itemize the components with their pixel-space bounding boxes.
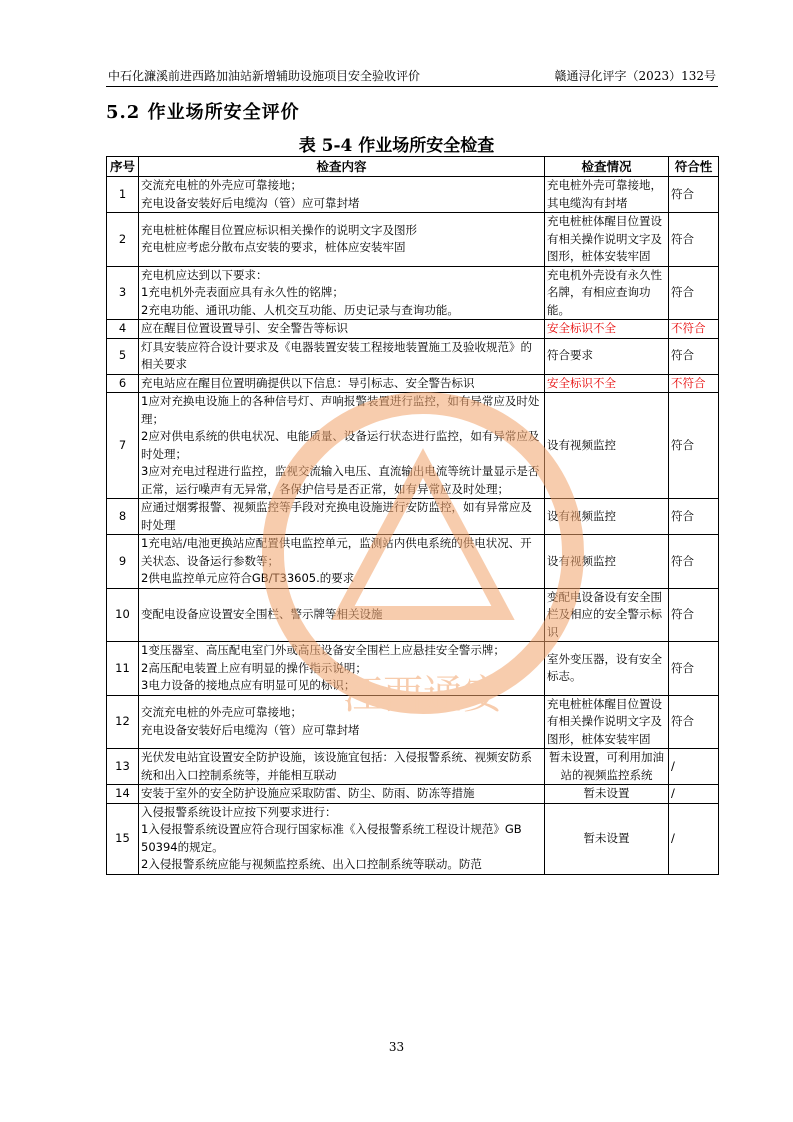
check-content <box>139 535 545 589</box>
row-number: 2 <box>107 213 139 267</box>
check-content-line: 2高压配电装置上应有明显的操作指示说明； <box>141 660 367 675</box>
check-content-line: 2入侵报警系统应能与视频监控系统、出入口控制系统等联动。防范 <box>141 857 482 871</box>
check-content-line: 入侵报警系统设计应按下列要求进行： <box>141 804 337 819</box>
check-content-line: 安装于室外的安全防护设施应采取防雷、防尘、防雨、防冻等措施 <box>141 786 475 800</box>
header-project-title: 中石化濂溪前进西路加油站新增辅助设施项目安全验收评价 <box>108 69 421 83</box>
check-status: 设有视频监控 <box>545 393 669 499</box>
row-number: 9 <box>107 535 139 589</box>
check-content-line: 充电桩应考虑分散布点安装的要求，桩体应安装牢固 <box>141 240 406 255</box>
section-title: 5.2 作业场所安全评价 <box>106 102 300 123</box>
conformity: / <box>669 749 719 785</box>
check-content-line: 1变压器室、高压配电室门外或高压设备安全围栏上应悬挂安全警示牌； <box>141 643 505 657</box>
table-row <box>107 393 719 499</box>
table-row <box>107 588 719 642</box>
check-content-line: 充电设备安装好后电缆沟（管）应可靠封堵 <box>141 195 360 210</box>
check-content-line: 应通过烟雾报警、视频监控等手段对充换电设施进行安防监控，如有异常应及时处理 <box>141 500 532 532</box>
check-status: 充电桩桩体醒目位置设有相关操作说明文字及图形，桩体安装牢固 <box>545 695 669 749</box>
check-status: 符合要求 <box>545 338 669 374</box>
row-number: 15 <box>107 803 139 874</box>
conformity: 符合 <box>669 499 719 535</box>
table-row <box>107 499 719 535</box>
row-number: 4 <box>107 320 139 339</box>
table-row <box>107 749 719 785</box>
check-status: 充电桩外壳可靠接地，其电缆沟有封堵 <box>545 177 669 213</box>
row-number: 8 <box>107 499 139 535</box>
page-number: 33 <box>388 1040 405 1054</box>
conformity: / <box>669 785 719 804</box>
check-content-line: 交流充电桩的外壳应可靠接地； <box>141 178 302 192</box>
table-row <box>107 266 719 320</box>
check-content-line: 变配电设备应设置安全围栏、警示牌等相关设施 <box>141 607 383 621</box>
row-number: 3 <box>107 266 139 320</box>
check-content <box>139 177 545 213</box>
check-content-line: 2供电监控单元应符合GB/T33605.的要求 <box>141 571 355 585</box>
check-content-line: 交流充电桩的外壳应可靠接地； <box>141 705 302 720</box>
check-content <box>139 749 545 785</box>
table-header-row <box>107 157 719 177</box>
table-row <box>107 374 719 393</box>
table-row <box>107 695 719 749</box>
check-content-line: 光伏发电站宜设置安全防护设施，该设施宜包括：入侵报警系统、视频安防系统和出入口控制系统等，并能相互联动 <box>141 750 532 782</box>
conformity: 符合 <box>669 266 719 320</box>
row-number: 5 <box>107 338 139 374</box>
table-row <box>107 535 719 589</box>
conformity: 符合 <box>669 695 719 749</box>
conformity: 符合 <box>669 213 719 267</box>
column-header-status: 检查情况 <box>545 157 669 177</box>
check-content <box>139 266 545 320</box>
table-row <box>107 177 719 213</box>
check-content-line: 3电力设备的接地点应有明显可见的标识； <box>141 678 356 692</box>
check-content <box>139 803 545 874</box>
check-content-line: 充电站应在醒目位置明确提供以下信息：导引标志、安全警告标识 <box>141 375 475 390</box>
table-row <box>107 642 719 696</box>
check-status: 安全标识不全 <box>545 320 669 339</box>
check-content-line: 灯具安装应符合设计要求及《电器装置安装工程接地装置施工及验收规范》的相关要求 <box>141 339 532 371</box>
check-content-line: 充电桩桩体醒目位置应标识相关操作的说明文字及图形 <box>141 222 417 237</box>
safety-check-table <box>106 156 719 875</box>
header-document-number: 赣通浔化评字（2023）132号 <box>554 69 716 83</box>
row-number: 1 <box>107 177 139 213</box>
stamp-text: 江西通安 <box>343 672 503 718</box>
table-row <box>107 803 719 874</box>
conformity: 不符合 <box>669 374 719 393</box>
check-content <box>139 588 545 642</box>
row-number: 11 <box>107 642 139 696</box>
check-status: 暂未设置，可利用加油站的视频监控系统 <box>545 749 669 785</box>
check-status: 设有视频监控 <box>545 535 669 589</box>
conformity: / <box>669 803 719 874</box>
column-header-no: 序号 <box>107 157 139 177</box>
check-content-line: 1应对充换电设施上的各种信号灯、声响报警装置进行监控，如有异常应及时处理； <box>141 394 540 426</box>
conformity: 符合 <box>669 177 719 213</box>
check-content <box>139 320 545 339</box>
row-number: 14 <box>107 785 139 804</box>
check-status: 安全标识不全 <box>545 374 669 393</box>
conformity: 不符合 <box>669 320 719 339</box>
check-content-line: 2充电功能、通讯功能、人机交互功能、历史记录与查询功能。 <box>141 302 459 317</box>
check-content-line: 3应对充电过程进行监控，监视交流输入电压、直流输出电流等统计量显示是否正常，运行噪声有无异常，各保护信号是否正常，如有异常应及时处理； <box>141 464 540 496</box>
check-content-line: 应在醒目位置设置导引、安全警告等标识 <box>141 321 348 335</box>
check-status: 暂未设置 <box>545 785 669 804</box>
check-status: 设有视频监控 <box>545 499 669 535</box>
conformity: 符合 <box>669 642 719 696</box>
conformity: 符合 <box>669 338 719 374</box>
check-content-line: 1充电站/电池更换站应配置供电监控单元，监测站内供电系统的供电状况、开关状态、设备运行参数等； <box>141 536 532 568</box>
table-row <box>107 213 719 267</box>
table-body <box>107 177 719 875</box>
check-content <box>139 338 545 374</box>
table-row <box>107 320 719 339</box>
check-status: 充电桩桩体醒目位置设有相关操作说明文字及图形，桩体安装牢固 <box>545 213 669 267</box>
conformity: 符合 <box>669 588 719 642</box>
check-content <box>139 642 545 696</box>
row-number: 10 <box>107 588 139 642</box>
column-header-conformity: 符合性 <box>669 157 719 177</box>
row-number: 6 <box>107 374 139 393</box>
table-row <box>107 785 719 804</box>
check-content <box>139 213 545 267</box>
check-status: 室外变压器，设有安全标志。 <box>545 642 669 696</box>
check-status: 暂未设置 <box>545 803 669 874</box>
table-title: 表 5-4 作业场所安全检查 <box>298 136 495 156</box>
check-content <box>139 785 545 804</box>
row-number: 7 <box>107 393 139 499</box>
check-content <box>139 393 545 499</box>
check-content <box>139 499 545 535</box>
page-header <box>106 66 718 87</box>
check-status: 充电机外壳设有永久性名牌，有相应查询功能。 <box>545 266 669 320</box>
check-content-line: 1入侵报警系统设置应符合现行国家标准《入侵报警系统工程设计规范》GB 50394的规定。 <box>141 822 522 854</box>
check-content-line: 充电机应达到以下要求： <box>141 267 268 282</box>
check-content-line: 2应对供电系统的供电状况、电能质量、设备运行状态进行监控，如有异常应及时处理； <box>141 429 540 461</box>
check-content <box>139 374 545 393</box>
column-header-content: 检查内容 <box>139 157 545 177</box>
check-content <box>139 695 545 749</box>
table-row <box>107 338 719 374</box>
conformity: 符合 <box>669 535 719 589</box>
row-number: 13 <box>107 749 139 785</box>
check-status: 变配电设备设有安全围栏及相应的安全警示标识 <box>545 588 669 642</box>
check-content-line: 充电设备安装好后电缆沟（管）应可靠封堵 <box>141 722 360 737</box>
row-number: 12 <box>107 695 139 749</box>
conformity: 符合 <box>669 393 719 499</box>
check-content-line: 1充电机外壳表面应具有永久性的铭牌； <box>141 285 344 299</box>
